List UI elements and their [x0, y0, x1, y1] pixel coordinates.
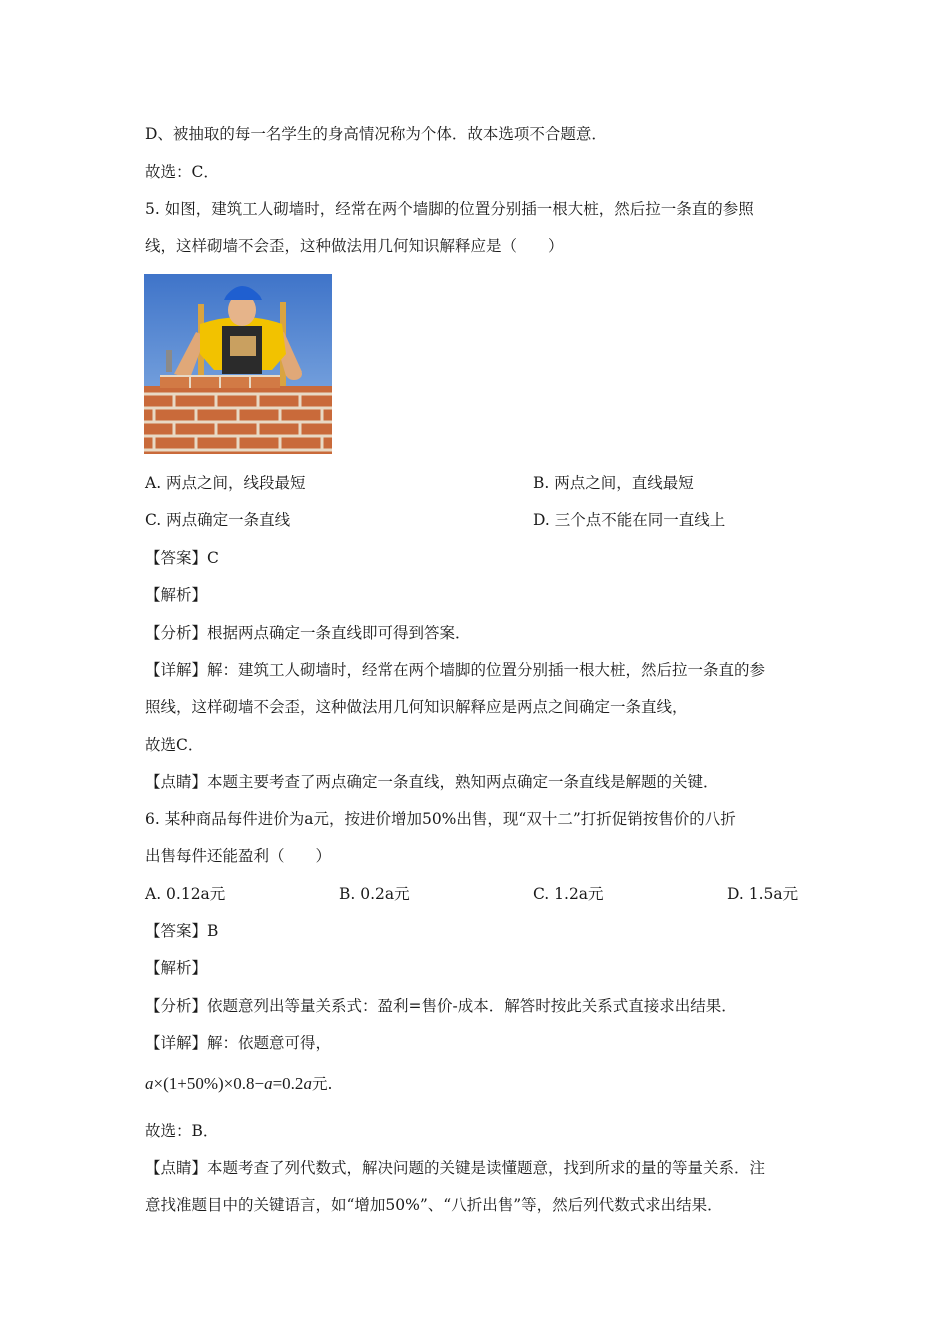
q5-comment: 【点睛】本题主要考查了两点确定一条直线，熟知两点确定一条直线是解题的关键．: [145, 773, 719, 791]
q5-choice: 故选C．: [145, 736, 204, 754]
q5-option-b: B. 两点之间，直线最短: [533, 474, 694, 492]
q6-option-d: D. 1.5a元: [727, 885, 799, 903]
q5-option-a: A. 两点之间，线段最短: [145, 474, 306, 492]
q5-option-d: D. 三个点不能在同一直线上: [533, 511, 726, 529]
q5-option-c: C. 两点确定一条直线: [145, 511, 291, 529]
formula-result: =0.2: [272, 1074, 304, 1093]
q6-analysis-heading: 【解析】: [145, 959, 208, 977]
q6-comment-line-1: 【点睛】本题考查了列代数式，解决问题的关键是读懂题意，找到所求的量的等量关系．注: [145, 1159, 766, 1177]
q6-formula: [145, 1073, 332, 1095]
q6-detail: 【详解】解：依题意可得，: [145, 1034, 332, 1052]
formula-expression: ×(1+50%)×0.8−: [153, 1074, 265, 1093]
q6-option-a: A. 0.12a元: [145, 885, 226, 903]
bricklayer-photo: [144, 274, 332, 454]
formula-unit: 元.: [311, 1075, 333, 1093]
q5-question-line-2: 线，这样砌墙不会歪，这种做法用几何知识解释应是（ ）: [145, 237, 564, 255]
q5-analysis: 【分析】根据两点确定一条直线即可得到答案．: [145, 624, 471, 642]
q6-choice: 故选：B．: [145, 1122, 219, 1140]
q4-choice: 故选：C．: [145, 163, 219, 181]
formula-var-a: a: [264, 1074, 273, 1093]
formula-var-a: a: [303, 1074, 312, 1093]
formula-var-a: a: [145, 1074, 154, 1093]
q6-question-line-2: 出售每件还能盈利（ ）: [145, 847, 332, 865]
q5-analysis-heading: 【解析】: [145, 586, 208, 604]
q5-detail-line-1: 【详解】解：建筑工人砌墙时，经常在两个墙脚的位置分别插一根大桩，然后拉一条直的参: [145, 661, 766, 679]
q6-analysis: 【分析】依题意列出等量关系式：盈利=售价-成本．解答时按此关系式直接求出结果．: [145, 997, 737, 1015]
q5-detail-line-2: 照线，这样砌墙不会歪，这种做法用几何知识解释应是两点之间确定一条直线，: [145, 698, 688, 716]
q5-answer: 【答案】C: [145, 549, 219, 567]
q5-question-line-1: 5. 如图，建筑工人砌墙时，经常在两个墙脚的位置分别插一根大桩，然后拉一条直的参照: [145, 200, 754, 218]
option-d-explanation: D、被抽取的每一名学生的身高情况称为个体．故本选项不合题意．: [145, 125, 607, 143]
q6-comment-line-2: 意找准题目中的关键语言，如“增加50%”、“八折出售”等，然后列代数式求出结果．: [145, 1196, 723, 1214]
q6-option-c: C. 1.2a元: [533, 885, 604, 903]
q6-question-line-1: 6. 某种商品每件进价为a元，按进价增加50%出售，现“双十二”打折促销按售价的八折: [145, 810, 736, 828]
q6-answer: 【答案】B: [145, 922, 219, 940]
q6-option-b: B. 0.2a元: [339, 885, 410, 903]
